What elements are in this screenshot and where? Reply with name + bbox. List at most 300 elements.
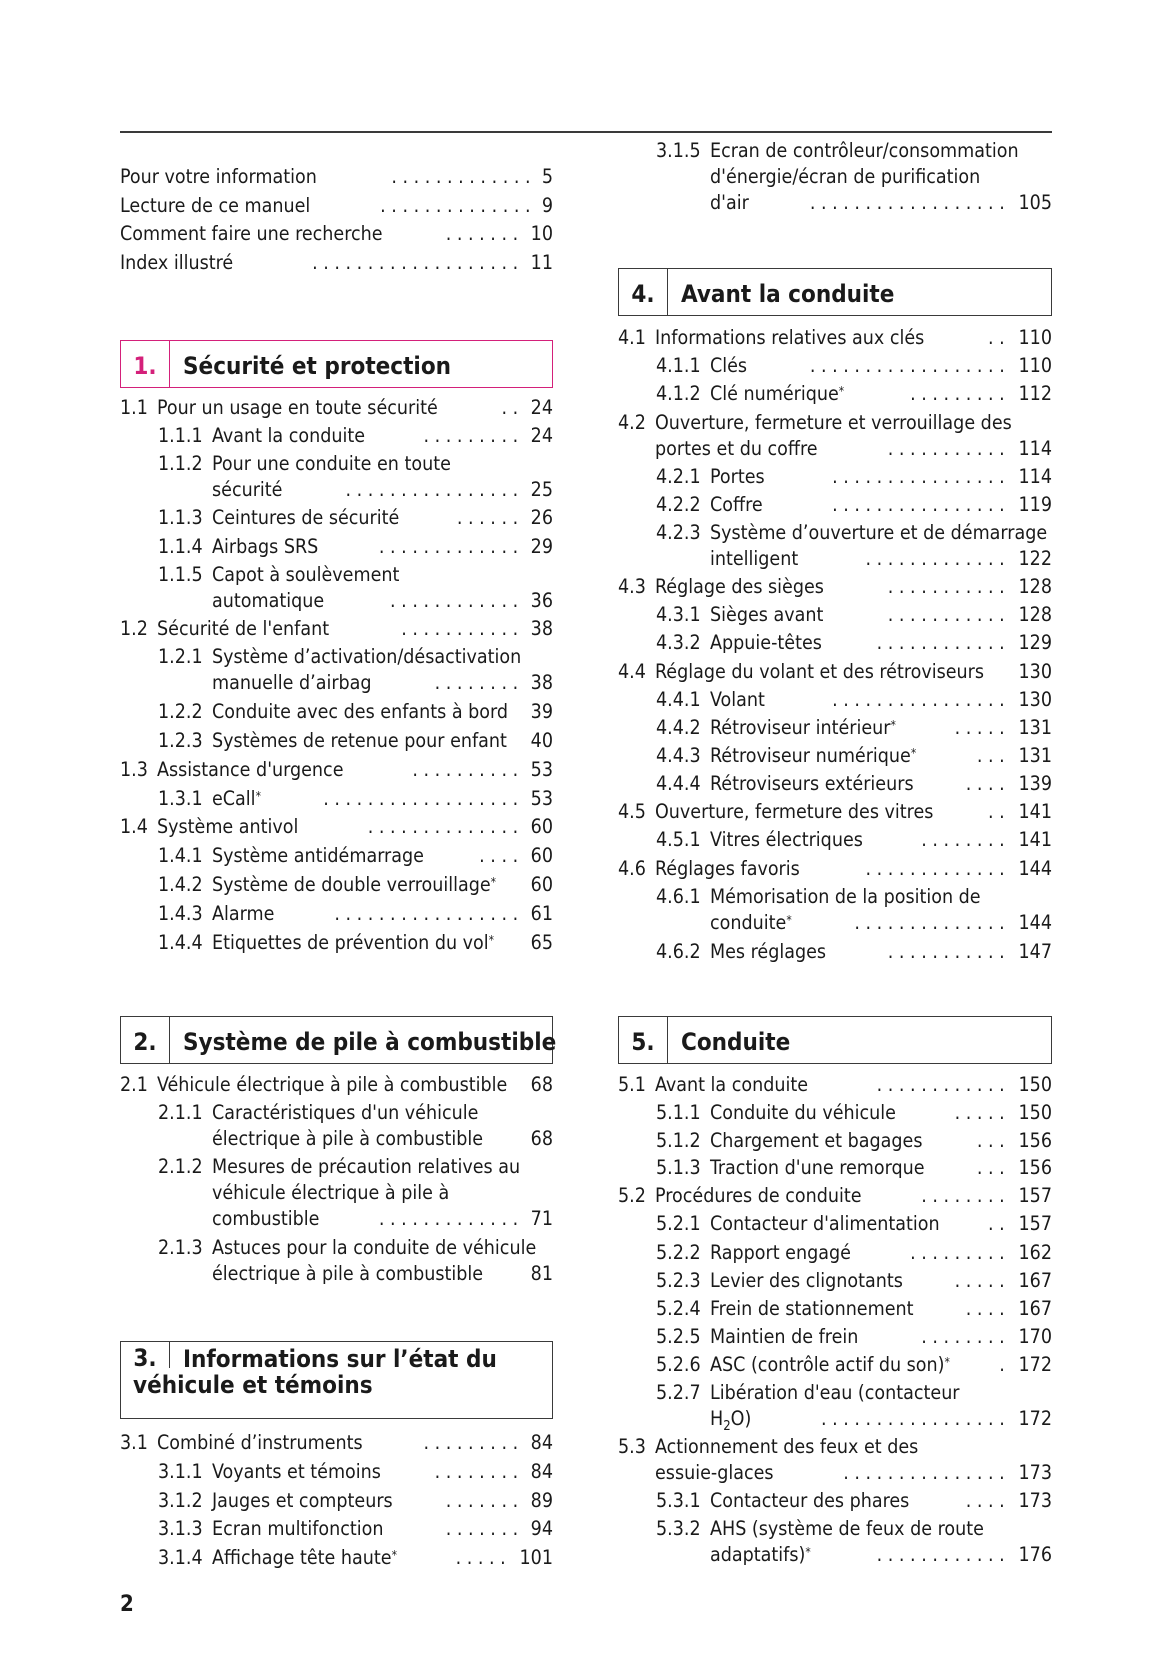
leader-dots: . . . . . . . . . . . . . (391, 165, 531, 188)
toc-entry-title: Ouverture, fermeture des vitres (655, 800, 934, 823)
leader-dots: . . . . . . . . . . . . . . . . . (334, 902, 519, 925)
toc-entry[interactable] (618, 743, 1052, 769)
leader-dots: . . (988, 1212, 1005, 1235)
toc-entry-title: Mémorisation de la position de (710, 885, 981, 908)
toc-entry-title: d'énergie/écran de purification (710, 165, 981, 188)
toc-entry-number: 1.4 (120, 815, 148, 838)
toc-entry[interactable] (120, 872, 553, 898)
toc-entry[interactable] (618, 353, 1052, 379)
toc-entry-number: 4.4 (618, 660, 646, 683)
toc-entry[interactable] (618, 1240, 1052, 1266)
toc-entry-number: 4.4.2 (656, 716, 701, 739)
leader-dots: . . . . . . . . (434, 671, 519, 694)
toc-entry-page: 112 (1018, 382, 1052, 405)
toc-entry[interactable] (120, 1516, 553, 1542)
toc-entry-title: Véhicule électrique à pile à combustible (157, 1073, 508, 1096)
toc-entry[interactable] (618, 574, 1052, 600)
toc-entry[interactable] (618, 1460, 1052, 1486)
toc-entry[interactable] (618, 436, 1052, 462)
leader-dots: . . . . . . . . . . . . . . . . (832, 493, 1005, 516)
leader-dots: . . . . . . . . . . . (401, 617, 519, 640)
toc-entry-number: 4.1.1 (656, 354, 701, 377)
toc-entry[interactable] (618, 659, 1052, 685)
toc-entry[interactable] (120, 757, 553, 783)
leader-dots: . . . . . . . . . . . . . (865, 547, 1005, 570)
toc-entry-title: Affichage tête haute* (212, 1546, 397, 1569)
toc-entry-number: 1.4.1 (158, 844, 203, 867)
leader-dots: . . . . . . . . . (423, 1431, 519, 1454)
toc-entry-number: 3.1.1 (158, 1460, 203, 1483)
toc-entry-title: Contacteur d'alimentation (710, 1212, 940, 1235)
toc-entry-page: 65 (530, 931, 553, 954)
leader-dots: . . . (976, 1156, 1005, 1179)
asterisk-marker: * (944, 1355, 950, 1369)
leader-dots: . . . . . . . . . . . . . . . . (345, 478, 519, 501)
toc-entry[interactable] (618, 910, 1052, 936)
toc-entry-number: 4.6.1 (656, 885, 701, 908)
toc-entry-title: Rétroviseur numérique* (710, 744, 917, 767)
toc-entry-page: 172 (1018, 1407, 1052, 1430)
toc-entry[interactable] (618, 771, 1052, 797)
toc-entry-title: Avant la conduite (212, 424, 366, 447)
toc-entry-title: Volant (710, 688, 765, 711)
toc-entry-title: Voyants et témoins (212, 1460, 381, 1483)
leader-dots: . . . . . . . . . . . (887, 940, 1005, 963)
toc-entry[interactable] (120, 395, 553, 421)
toc-entry-number: 1.2 (120, 617, 148, 640)
toc-entry[interactable] (618, 464, 1052, 490)
toc-entry[interactable] (618, 827, 1052, 853)
toc-entry[interactable] (618, 939, 1052, 965)
toc-entry-number: 5.2.4 (656, 1297, 701, 1320)
toc-entry-page: 157 (1018, 1184, 1052, 1207)
toc-entry[interactable] (120, 670, 553, 696)
toc-entry-number: 5.2.7 (656, 1381, 701, 1404)
toc-entry-number: 5.2.3 (656, 1269, 701, 1292)
leader-dots: . . . . . . . . . . . . . . . . . . (809, 191, 1005, 214)
toc-entry[interactable] (120, 843, 553, 869)
toc-entry-page: 114 (1018, 465, 1052, 488)
toc-entry-number: 4.4.3 (656, 744, 701, 767)
toc-entry[interactable] (618, 1211, 1052, 1237)
toc-entry[interactable] (120, 588, 553, 614)
toc-entry-number: 2.1 (120, 1073, 148, 1096)
toc-entry-number: 4.1.2 (656, 382, 701, 405)
toc-entry[interactable] (618, 630, 1052, 656)
toc-entry-page: 173 (1018, 1461, 1052, 1484)
leader-dots: . . . . . . . . . . . . . (378, 1207, 519, 1230)
toc-entry-title: ASC (contrôle actif du son)* (710, 1353, 950, 1376)
toc-entry-number: 5.3 (618, 1435, 646, 1458)
toc-entry-page: 147 (1018, 940, 1052, 963)
leader-dots: . . . . . . . . . . . . (876, 1073, 1005, 1096)
chapter-2-header[interactable] (120, 1016, 557, 1064)
leader-dots: . . . . . . (456, 506, 519, 529)
toc-entry-page: 131 (1018, 744, 1052, 767)
toc-entry-title: Capot à soulèvement (212, 563, 400, 586)
leader-dots: . . . . . . . . . . . . . . . . . . . (312, 251, 519, 275)
toc-entry[interactable] (618, 1488, 1052, 1514)
leader-dots: . . (501, 396, 519, 419)
chapter-title-line2: véhicule et témoins (133, 1371, 373, 1399)
toc-entry-title: Rétroviseurs extérieurs (710, 772, 914, 795)
toc-entry-title: Levier des clignotants (710, 1269, 903, 1292)
asterisk-marker: * (838, 384, 845, 398)
leader-dots: . . . . . (455, 1546, 506, 1569)
toc-entry[interactable] (120, 1430, 553, 1456)
toc-entry-title: eCall* (212, 787, 261, 810)
toc-entry[interactable] (120, 814, 553, 840)
toc-entry[interactable] (618, 1434, 1052, 1460)
toc-entry[interactable] (618, 325, 1052, 351)
toc-entry[interactable] (120, 1261, 553, 1287)
toc-entry-page: 150 (1018, 1101, 1052, 1124)
toc-entry[interactable] (120, 1154, 553, 1180)
toc-entry-page: 89 (530, 1489, 553, 1512)
toc-entry-title: Réglages favoris (655, 857, 800, 880)
toc-entry-number: 1.3.1 (158, 787, 203, 810)
leader-dots: . . . . . . . . . . . . (876, 631, 1005, 654)
chapter-title: Avant la conduite (681, 280, 895, 308)
toc-entry[interactable] (618, 1128, 1052, 1154)
toc-entry-page: 53 (530, 787, 553, 810)
toc-entry-title: Maintien de frein (710, 1325, 859, 1348)
toc-entry[interactable] (618, 799, 1052, 825)
toc-entry[interactable] (120, 930, 553, 956)
toc-entry-page: 11 (530, 251, 553, 275)
toc-entry-page: 144 (1018, 911, 1052, 934)
leader-dots: . . . . . . . . . (910, 382, 1005, 405)
toc-entry-number: 5.3.1 (656, 1489, 701, 1512)
toc-entry-title: intelligent (710, 547, 799, 570)
toc-entry[interactable] (618, 1268, 1052, 1294)
toc-entry[interactable] (120, 477, 553, 503)
leader-dots: . . . . . . . . . . . . . . . . (832, 688, 1005, 711)
toc-entry-page: 176 (1018, 1543, 1052, 1566)
leader-dots: . . . . (965, 1297, 1005, 1320)
asterisk-marker: * (255, 789, 261, 803)
toc-entry-page: 119 (1018, 493, 1052, 516)
toc-entry[interactable] (618, 164, 1052, 190)
toc-entry[interactable] (618, 884, 1052, 910)
toc-entry-page: 105 (1018, 191, 1052, 214)
toc-entry-number: 4.2.2 (656, 493, 701, 516)
leader-dots: . . . . . . . . (921, 1325, 1005, 1348)
toc-entry[interactable] (618, 687, 1052, 713)
toc-entry-number: 3.1.5 (656, 139, 701, 162)
toc-entry-page: 110 (1018, 354, 1052, 377)
toc-entry-page: 40 (530, 729, 553, 752)
toc-entry-number: 4.4.4 (656, 772, 701, 795)
toc-entry[interactable] (120, 1206, 553, 1232)
toc-entry-number: 5.1.2 (656, 1129, 701, 1152)
chapter-3-header[interactable] (120, 1341, 553, 1419)
asterisk-marker: * (490, 875, 497, 889)
asterisk-marker: * (488, 933, 495, 947)
toc-entry-page: 94 (530, 1517, 553, 1540)
leader-dots: . . . . . (954, 1269, 1005, 1292)
toc-entry[interactable] (618, 1072, 1052, 1098)
toc-entry-number: 1.1.5 (158, 563, 203, 586)
toc-entry-title: Réglage des sièges (655, 575, 824, 598)
toc-entry-title: Systèmes de retenue pour enfant (212, 729, 507, 752)
toc-entry-title: Conduite du véhicule (710, 1101, 896, 1124)
toc-entry-page: 5 (541, 165, 553, 188)
asterisk-marker: * (805, 1545, 811, 1559)
toc-entry-number: 5.2.6 (656, 1353, 701, 1376)
toc-entry-page: 128 (1018, 575, 1052, 598)
toc-entry-title: Conduite avec des enfants à bord (212, 700, 509, 723)
toc-entry-number: 1.1.2 (158, 452, 203, 475)
toc-entry-title: Système antivol (157, 815, 299, 838)
toc-entry[interactable] (120, 728, 553, 754)
toc-entry[interactable] (618, 1380, 1052, 1406)
leader-dots: . . . . (479, 844, 519, 867)
toc-entry-number: 1.1 (120, 396, 148, 419)
toc-entry[interactable] (618, 1516, 1052, 1542)
toc-entry[interactable] (618, 1406, 1052, 1432)
toc-entry-page: 39 (530, 700, 553, 723)
toc-entry-page: 167 (1018, 1269, 1052, 1292)
toc-entry-number: 5.2.5 (656, 1325, 701, 1348)
toc-entry[interactable] (120, 1235, 553, 1261)
toc-entry-page: 9 (541, 193, 553, 217)
toc-entry-number: 4.3 (618, 575, 646, 598)
leader-dots: . . . . . . . . (434, 1460, 519, 1483)
toc-entry[interactable] (618, 1155, 1052, 1181)
toc-entry-page: 170 (1018, 1325, 1052, 1348)
toc-entry[interactable] (618, 1296, 1052, 1322)
toc-entry[interactable] (120, 164, 553, 190)
toc-entry-page: 81 (530, 1262, 553, 1285)
toc-entry-title: Sièges avant (710, 603, 824, 626)
leader-dots: . . . . . . . (445, 1517, 519, 1540)
toc-entry-title: Vitres électriques (710, 828, 863, 851)
asterisk-marker: * (391, 1548, 397, 1562)
toc-entry-title: manuelle d’airbag (212, 671, 372, 694)
toc-entry-page: 29 (530, 535, 553, 558)
toc-entry[interactable] (618, 492, 1052, 518)
toc-entry-page: 144 (1018, 857, 1052, 880)
toc-entry[interactable] (120, 1100, 553, 1126)
toc-entry-page: 101 (519, 1546, 553, 1569)
toc-entry-title: Index illustré (120, 251, 234, 275)
leader-dots: . . . . . . . . . . . . (876, 1543, 1005, 1566)
toc-entry-number: 5.2.2 (656, 1241, 701, 1264)
toc-entry[interactable] (618, 410, 1052, 436)
leader-dots: . . . . . (954, 716, 1005, 739)
toc-entry-title: Avant la conduite (655, 1073, 809, 1096)
toc-entry[interactable] (618, 715, 1052, 741)
leader-dots: . . . . . . . (445, 1489, 519, 1512)
toc-entry[interactable] (120, 699, 553, 725)
toc-entry[interactable] (618, 381, 1052, 407)
toc-entry-title: sécurité (212, 478, 283, 501)
leader-dots: . . . . . . . . . . . . . . . . (832, 465, 1005, 488)
toc-entry[interactable] (120, 1459, 553, 1485)
toc-entry[interactable] (618, 602, 1052, 628)
toc-entry-title: Ouverture, fermeture et verrouillage des (655, 411, 1012, 434)
toc-entry[interactable] (120, 250, 553, 276)
toc-entry[interactable] (120, 901, 553, 927)
toc-entry[interactable] (120, 1488, 553, 1514)
toc-entry-page: 61 (530, 902, 553, 925)
toc-entry-title: AHS (système de feux de route (710, 1517, 984, 1540)
toc-entry-page: 60 (530, 815, 553, 838)
toc-entry-title: Système antidémarrage (212, 844, 424, 867)
toc-entry[interactable] (618, 1542, 1052, 1568)
toc-entry-title: Astuces pour la conduite de véhicule (212, 1236, 537, 1259)
toc-entry-title: Réglage du volant et des rétroviseurs (655, 660, 985, 683)
toc-entry-page: 141 (1018, 800, 1052, 823)
leader-dots: . . . . . . . . . (423, 424, 519, 447)
toc-entry-page: 25 (530, 478, 553, 501)
chapter-number: 4. (619, 269, 668, 315)
leader-dots: . . . . (965, 1489, 1005, 1512)
toc-entry[interactable] (120, 193, 553, 219)
leader-dots: . . . . . . . . . . . . . . (854, 911, 1005, 934)
leader-dots: . . . . . . . . (921, 828, 1005, 851)
toc-entry[interactable] (618, 1183, 1052, 1209)
toc-entry-title: Système d’activation/désactivation (212, 645, 522, 668)
chapter-1-header[interactable] (120, 340, 553, 388)
toc-entry[interactable] (618, 856, 1052, 882)
leader-dots: . . . . . . . . . . . (887, 575, 1005, 598)
toc-entry-page: 60 (530, 873, 553, 896)
toc-entry-page: 26 (530, 506, 553, 529)
toc-entry-number: 1.1.4 (158, 535, 203, 558)
toc-entry-title: Système d’ouverture et de démarrage (710, 521, 1048, 544)
toc-entry-page: 122 (1018, 547, 1052, 570)
toc-entry-page: 130 (1018, 688, 1052, 711)
toc-entry-number: 2.1.1 (158, 1101, 203, 1124)
toc-entry[interactable] (618, 1100, 1052, 1126)
toc-entry-page: 141 (1018, 828, 1052, 851)
toc-entry[interactable] (120, 534, 553, 560)
toc-entry-title: Ceintures de sécurité (212, 506, 400, 529)
toc-entry[interactable] (120, 1072, 553, 1098)
toc-entry-title: combustible (212, 1207, 320, 1230)
toc-entry[interactable] (120, 423, 553, 449)
toc-entry-number: 4.5.1 (656, 828, 701, 851)
toc-entry-title: Lecture de ce manuel (120, 193, 311, 217)
toc-entry-title: adaptatifs)* (710, 1543, 811, 1566)
toc-entry-number: 5.1 (618, 1073, 646, 1096)
toc-entry-title: Informations relatives aux clés (655, 326, 925, 349)
leader-dots: . . . . . . . . . . (412, 758, 519, 781)
chapter-title: Conduite (681, 1028, 791, 1056)
leader-dots: . . . . . . . . . . . . (390, 589, 519, 612)
toc-entry-page: 156 (1018, 1156, 1052, 1179)
toc-entry-title: conduite* (710, 911, 792, 934)
toc-entry-page: 150 (1018, 1073, 1052, 1096)
toc-entry-page: 130 (1018, 660, 1052, 683)
leader-dots: . . . . . . . . . . . . . . . (843, 1461, 1005, 1484)
toc-entry-title: véhicule électrique à pile à (212, 1181, 450, 1204)
leader-dots: . . . . . . . (445, 222, 519, 246)
leader-dots: . . . . . . . . . . . . . . . . . (820, 1407, 1005, 1430)
toc-entry[interactable] (120, 786, 553, 812)
toc-entry[interactable] (618, 1352, 1052, 1378)
toc-entry[interactable] (120, 1126, 553, 1152)
toc-entry[interactable] (120, 1180, 553, 1206)
toc-entry-number: 1.3 (120, 758, 148, 781)
leader-dots: . . . . . . . . . . . . . . . . . . (809, 354, 1005, 377)
toc-entry-page: 173 (1018, 1489, 1052, 1512)
toc-entry-title: Frein de stationnement (710, 1297, 914, 1320)
toc-entry-title: Ecran de contrôleur/consommation (710, 139, 1019, 162)
toc-entry-page: 114 (1018, 437, 1052, 460)
leader-dots: . . . . . . . . . . . (887, 603, 1005, 626)
chapter-5-header[interactable] (618, 1016, 1052, 1064)
toc-entry-number: 5.1.3 (656, 1156, 701, 1179)
toc-entry[interactable] (120, 451, 553, 477)
toc-entry-title: automatique (212, 589, 325, 612)
toc-entry-title: Mes réglages (710, 940, 827, 963)
toc-entry[interactable] (618, 546, 1052, 572)
toc-entry[interactable] (120, 644, 553, 670)
toc-entry-page: 131 (1018, 716, 1052, 739)
toc-entry-title: Jauges et compteurs (212, 1489, 393, 1512)
toc-entry-title: Airbags SRS (212, 535, 319, 558)
toc-entry-title: Caractéristiques d'un véhicule (212, 1101, 479, 1124)
asterisk-marker: * (786, 913, 792, 927)
toc-entry-number: 1.4.4 (158, 931, 203, 954)
toc-entry-number: 3.1.4 (158, 1546, 203, 1569)
toc-entry-page: 167 (1018, 1297, 1052, 1320)
toc-entry-title: $H_2O$) (710, 1407, 752, 1434)
toc-entry-number: 5.1.1 (656, 1101, 701, 1124)
leader-dots: . . . . . . . . . . . . . (378, 535, 519, 558)
top-rule (120, 131, 1052, 133)
toc-entry-number: 4.3.1 (656, 603, 701, 626)
toc-entry-number: 1.4.3 (158, 902, 203, 925)
chapter-4-header[interactable] (618, 268, 1052, 316)
toc-entry-page: 128 (1018, 603, 1052, 626)
toc-entry-title: Clé numérique* (710, 382, 845, 405)
toc-entry-title: Pour une conduite en toute (212, 452, 451, 475)
toc-entry[interactable] (120, 616, 553, 642)
toc-entry-title: Appuie-têtes (710, 631, 822, 654)
toc-entry[interactable] (618, 138, 1052, 164)
toc-entry-number: 3.1.3 (158, 1517, 203, 1540)
toc-entry-page: 68 (530, 1073, 553, 1096)
toc-entry-number: 5.2 (618, 1184, 646, 1207)
toc-entry-number: 1.2.2 (158, 700, 203, 723)
leader-dots: . . . . . . . . (921, 1184, 1005, 1207)
toc-entry[interactable] (618, 190, 1052, 216)
toc-entry-page: 139 (1018, 772, 1052, 795)
toc-entry[interactable] (618, 1324, 1052, 1350)
toc-entry-title: électrique à pile à combustible (212, 1262, 484, 1285)
toc-entry-number: 4.6.2 (656, 940, 701, 963)
toc-entry-page: 68 (530, 1127, 553, 1150)
toc-entry[interactable] (120, 505, 553, 531)
toc-entry[interactable] (120, 562, 553, 588)
toc-entry[interactable] (120, 221, 553, 247)
toc-entry-number: 1.1.3 (158, 506, 203, 529)
toc-entry-title: essuie-glaces (655, 1461, 774, 1484)
toc-entry[interactable] (120, 1545, 553, 1571)
toc-entry-page: 38 (530, 617, 553, 640)
toc-entry[interactable] (618, 520, 1052, 546)
toc-entry-page: 162 (1018, 1241, 1052, 1264)
toc-entry-title: Pour votre information (120, 165, 317, 188)
toc-entry-page: 156 (1018, 1129, 1052, 1152)
toc-entry-title: Etiquettes de prévention du vol* (212, 931, 495, 954)
toc-entry-number: 4.5 (618, 800, 646, 823)
toc-entry-title: Pour un usage en toute sécurité (157, 396, 438, 419)
